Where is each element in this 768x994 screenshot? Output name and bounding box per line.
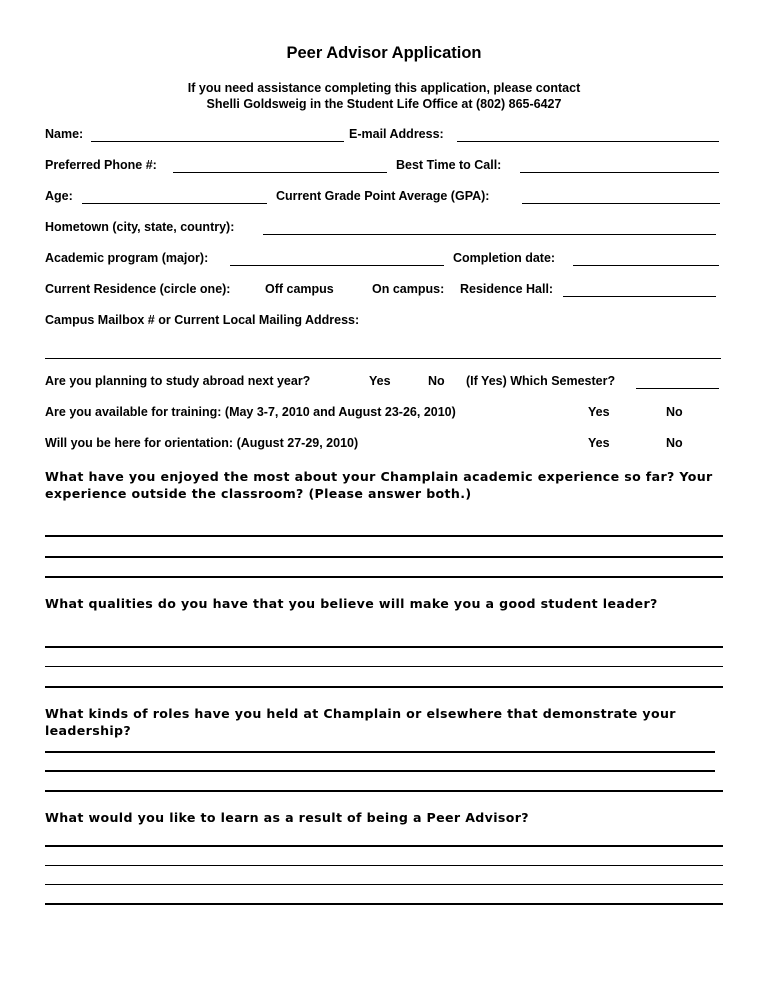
study-abroad-yes[interactable]: Yes xyxy=(369,374,391,388)
answer-4-line[interactable] xyxy=(45,903,723,905)
gpa-label: Current Grade Point Average (GPA): xyxy=(276,189,490,203)
hometown-field[interactable] xyxy=(263,234,716,235)
program-label: Academic program (major): xyxy=(45,251,209,265)
age-field[interactable] xyxy=(82,203,267,204)
gpa-field[interactable] xyxy=(522,203,720,204)
best-time-label: Best Time to Call: xyxy=(396,158,502,172)
answer-1-line[interactable] xyxy=(45,556,723,558)
email-field[interactable] xyxy=(457,141,719,142)
hometown-label: Hometown (city, state, country): xyxy=(45,220,235,234)
answer-3-line[interactable] xyxy=(45,751,715,753)
intro-line-2: Shelli Goldsweig in the Student Life Office at (802) 865-6427 xyxy=(206,97,562,111)
program-field[interactable] xyxy=(230,265,444,266)
answer-2-line[interactable] xyxy=(45,646,723,648)
orientation-label: Will you be here for orientation: (August 27-29, 2010) xyxy=(45,436,359,450)
completion-label: Completion date: xyxy=(453,251,556,265)
orientation-no[interactable]: No xyxy=(666,436,683,450)
study-abroad-label: Are you planning to study abroad next year? xyxy=(45,374,311,388)
training-label: Are you available for training: (May 3-7, 2010 and August 23-26, 2010) xyxy=(45,405,456,419)
intro-line-1: If you need assistance completing this application, please contact xyxy=(187,81,581,95)
answer-1-line[interactable] xyxy=(45,576,723,578)
name-field[interactable] xyxy=(91,141,344,142)
question-1-line-1: What have you enjoyed the most about your Champlain academic experience so far? Your xyxy=(45,469,713,484)
which-semester-field[interactable] xyxy=(636,388,719,389)
answer-3-line[interactable] xyxy=(45,790,723,792)
mailbox-field[interactable] xyxy=(45,358,721,359)
phone-label: Preferred Phone #: xyxy=(45,158,157,172)
residence-hall-label: Residence Hall: xyxy=(460,282,554,296)
name-label: Name: xyxy=(45,127,84,141)
study-abroad-no[interactable]: No xyxy=(428,374,445,388)
training-no[interactable]: No xyxy=(666,405,683,419)
phone-field[interactable] xyxy=(173,172,387,173)
completion-field[interactable] xyxy=(573,265,719,266)
answer-2-line[interactable] xyxy=(45,666,723,667)
answer-4-line[interactable] xyxy=(45,845,723,847)
question-1-line-2: experience outside the classroom? (Please answer both.) xyxy=(45,486,472,501)
answer-1-line[interactable] xyxy=(45,535,723,537)
question-3-line-2: leadership? xyxy=(45,723,132,738)
residence-label: Current Residence (circle one): xyxy=(45,282,231,296)
training-yes[interactable]: Yes xyxy=(588,405,610,419)
residence-hall-field[interactable] xyxy=(563,296,716,297)
question-4: What would you like to learn as a result of being a Peer Advisor? xyxy=(45,810,529,825)
question-2: What qualities do you have that you believe will make you a good student leader? xyxy=(45,596,658,611)
on-campus-option[interactable]: On campus: xyxy=(372,282,445,296)
best-time-field[interactable] xyxy=(520,172,719,173)
answer-4-line[interactable] xyxy=(45,884,723,885)
which-semester-label: (If Yes) Which Semester? xyxy=(466,374,616,388)
orientation-yes[interactable]: Yes xyxy=(588,436,610,450)
answer-2-line[interactable] xyxy=(45,686,723,688)
off-campus-option[interactable]: Off campus xyxy=(265,282,334,296)
mailbox-label: Campus Mailbox # or Current Local Mailing Address: xyxy=(45,313,360,327)
email-label: E-mail Address: xyxy=(349,127,444,141)
answer-4-line[interactable] xyxy=(45,865,723,866)
question-3-line-1: What kinds of roles have you held at Champlain or elsewhere that demonstrate your xyxy=(45,706,676,721)
page-title: Peer Advisor Application xyxy=(286,44,482,62)
age-label: Age: xyxy=(45,189,73,203)
answer-3-line[interactable] xyxy=(45,770,715,772)
